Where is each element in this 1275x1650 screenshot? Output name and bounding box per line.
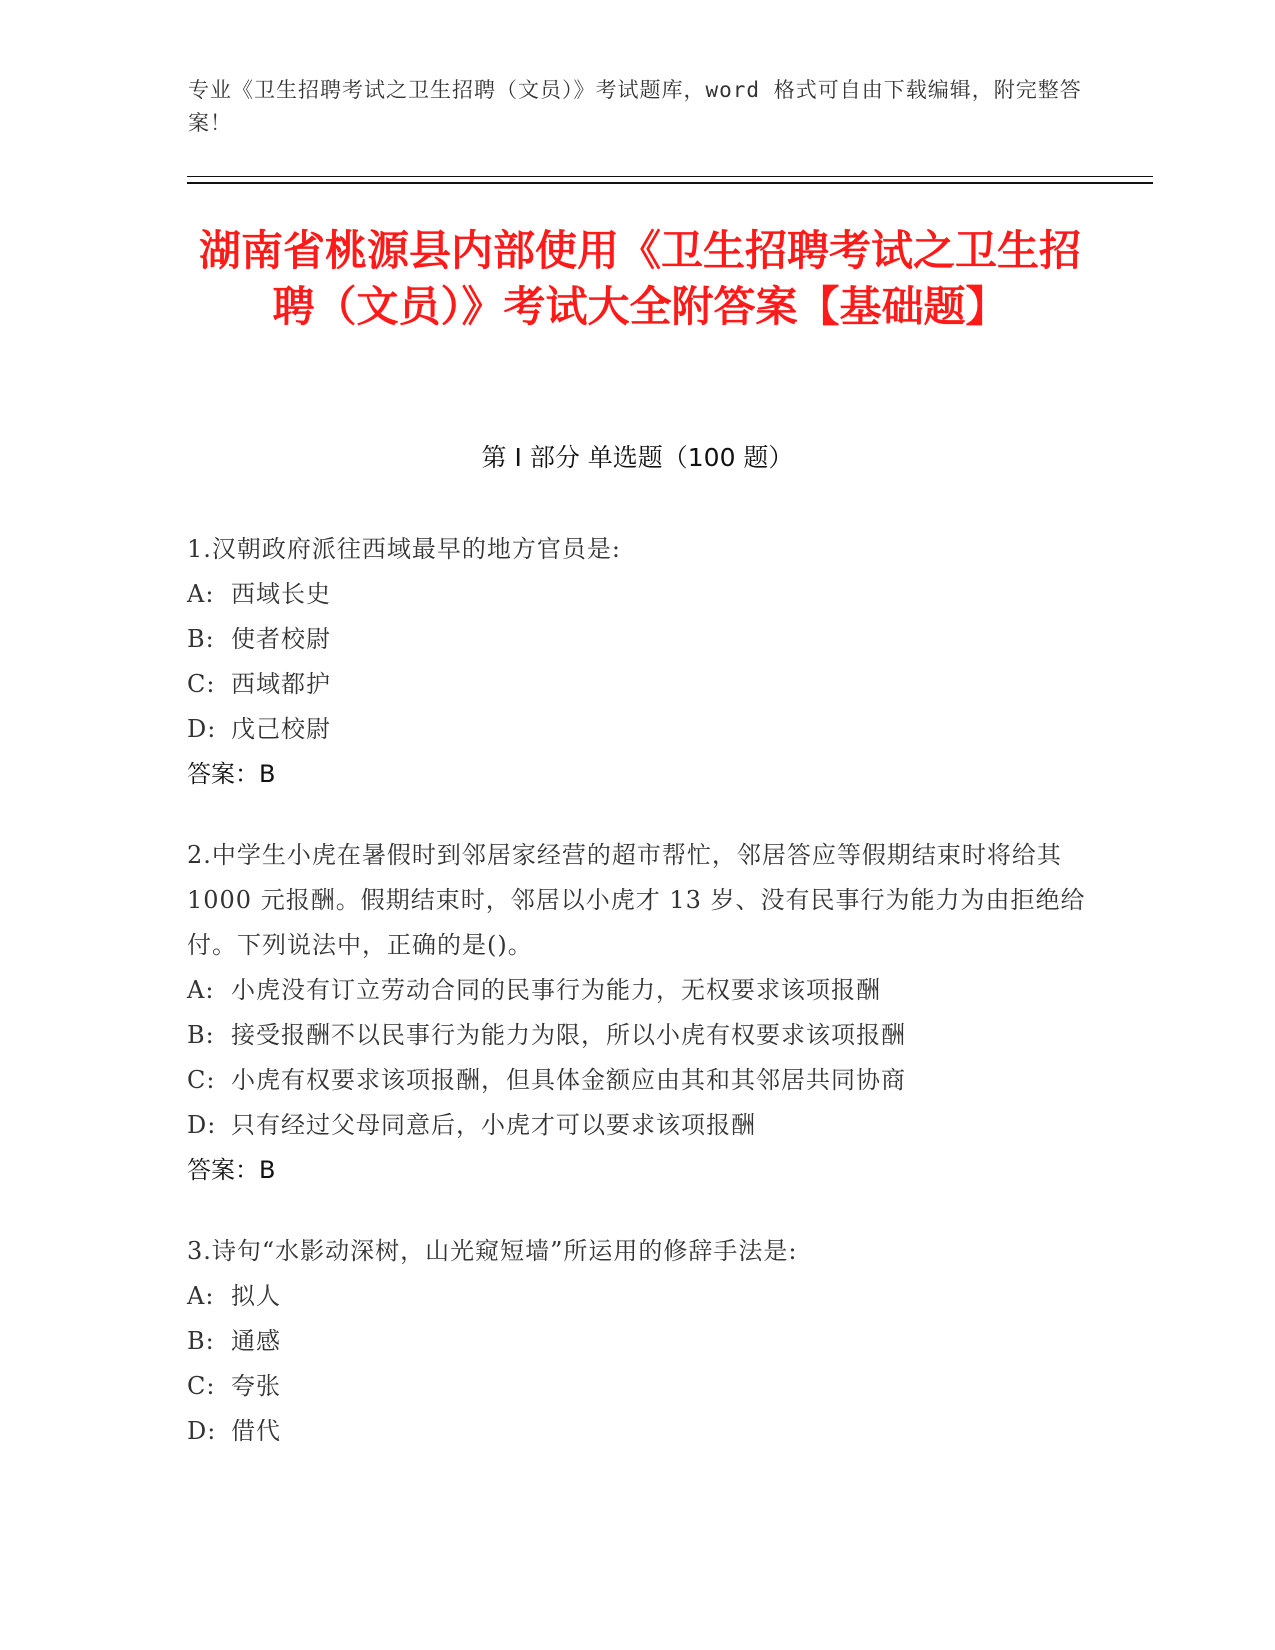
option-letter: C: (187, 670, 216, 698)
option-letter: A: (187, 580, 215, 608)
option-c (187, 1364, 1087, 1409)
option-letter: C: (187, 1066, 216, 1094)
question-2 (187, 833, 1087, 1193)
option-a (187, 572, 1087, 617)
document-title: 湖南省桃源县内部使用《卫生招聘考试之卫生招聘（文员）》考试大全附答案【基础题】 (198, 226, 1081, 331)
question-stem: 1.汉朝政府派往西域最早的地方官员是: (187, 535, 621, 563)
option-b (187, 617, 1087, 662)
option-d (187, 1409, 1087, 1454)
option-text: 小虎没有订立劳动合同的民事行为能力，无权要求该项报酬 (231, 976, 881, 1004)
option-d (187, 1103, 1087, 1148)
option-text: 拟人 (231, 1282, 281, 1310)
option-b (187, 1319, 1087, 1364)
section-heading: 第 I 部分 单选题（100 题） (481, 443, 794, 472)
option-d (187, 707, 1087, 752)
header-divider-bottom (187, 182, 1153, 184)
option-text: 接受报酬不以民事行为能力为限，所以小虎有权要求该项报酬 (231, 1021, 906, 1049)
option-text: 使者校尉 (231, 625, 331, 653)
question-3 (187, 1229, 1087, 1454)
option-letter: D: (187, 715, 217, 743)
option-letter: A: (187, 1282, 215, 1310)
option-text: 只有经过父母同意后，小虎才可以要求该项报酬 (231, 1111, 756, 1139)
option-text: 借代 (231, 1417, 281, 1445)
answer-line: 答案：B (187, 760, 276, 788)
option-a (187, 968, 1087, 1013)
option-letter: B: (187, 1327, 215, 1355)
question-stem: 3.诗句“水影动深树，山光窥短墙”所运用的修辞手法是: (187, 1237, 798, 1265)
question-list (187, 527, 1087, 1490)
option-c (187, 1058, 1087, 1103)
option-letter: C: (187, 1372, 216, 1400)
option-text: 夸张 (231, 1372, 281, 1400)
question-1 (187, 527, 1087, 797)
option-text: 西域长史 (231, 580, 331, 608)
option-text: 戊己校尉 (231, 715, 331, 743)
question-stem: 2.中学生小虎在暑假时到邻居家经营的超市帮忙，邻居答应等假期结束时将给其 1000 元报酬。假期结束时，邻居以小虎才 13 岁、没有民事行为能力为由拒绝给付。下列说法中，正确的是()。 (187, 841, 1086, 959)
header-divider-top (187, 176, 1153, 177)
option-c (187, 662, 1087, 707)
option-letter: D: (187, 1111, 217, 1139)
header-note: 专业《卫生招聘考试之卫生招聘（文员）》考试题库，word 格式可自由下载编辑，附完整答案！ (188, 78, 1082, 135)
option-text: 西域都护 (231, 670, 331, 698)
option-text: 小虎有权要求该项报酬，但具体金额应由其和其邻居共同协商 (231, 1066, 906, 1094)
option-letter: A: (187, 976, 215, 1004)
option-text: 通感 (231, 1327, 281, 1355)
answer-line: 答案：B (187, 1156, 276, 1184)
option-letter: B: (187, 1021, 215, 1049)
option-letter: B: (187, 625, 215, 653)
option-letter: D: (187, 1417, 217, 1445)
option-b (187, 1013, 1087, 1058)
option-a (187, 1274, 1087, 1319)
